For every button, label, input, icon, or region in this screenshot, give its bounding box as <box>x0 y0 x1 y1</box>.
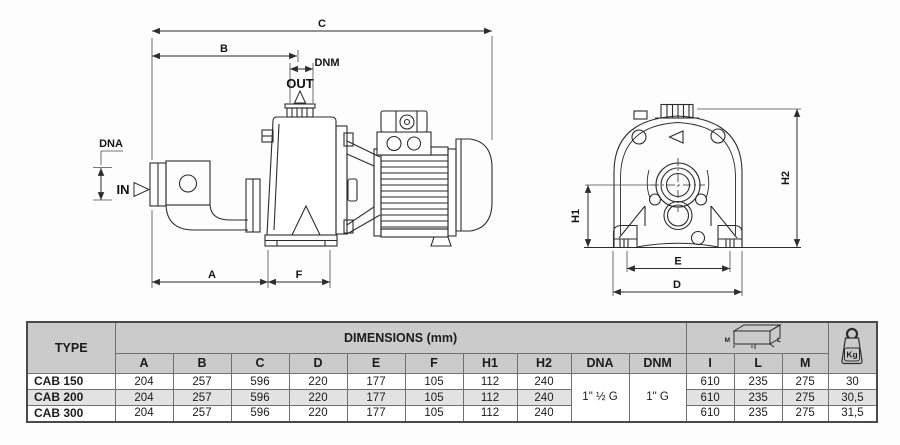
cell-cab150-e: 177 <box>347 374 405 390</box>
cell-cab150-h1: 112 <box>463 374 517 390</box>
cell-cab300-h1: 112 <box>463 406 517 422</box>
cell-cab200-m: 275 <box>782 390 828 406</box>
out-label: OUT <box>286 76 314 91</box>
in-flow-arrow-icon <box>134 183 149 197</box>
box-label-l: L <box>777 337 782 344</box>
cell-cab150-f: 105 <box>405 374 463 390</box>
col-header-a: A <box>115 354 173 374</box>
dim-label-f: F <box>295 269 303 281</box>
pump-side-view <box>150 104 492 246</box>
dim-label-e: E <box>674 255 682 268</box>
cell-dnm-value: 1" G <box>629 374 686 422</box>
dim-label-dnm: DNM <box>314 57 340 69</box>
dim-label-a: A <box>208 269 216 281</box>
in-label: IN <box>116 182 130 197</box>
cell-cab200-kg: 30,5 <box>828 390 877 406</box>
cell-cab300-i: 610 <box>686 406 734 422</box>
cell-cab150-m: 275 <box>782 374 828 390</box>
row-type-cab200: CAB 200 <box>27 390 115 406</box>
cell-cab300-d: 220 <box>289 406 347 422</box>
col-header-c: C <box>231 354 289 374</box>
col-header-b: B <box>173 354 231 374</box>
cell-cab150-l: 235 <box>734 374 782 390</box>
cell-cab200-h1: 112 <box>463 390 517 406</box>
pump-front-view <box>584 105 801 248</box>
cell-cab150-h2: 240 <box>517 374 571 390</box>
front-view-dimensions <box>585 109 801 296</box>
col-header-h2: H2 <box>517 354 571 374</box>
cell-dna-value: 1" ½ G <box>571 374 629 422</box>
cell-cab200-f: 105 <box>405 390 463 406</box>
dim-label-h2: H2 <box>780 170 792 186</box>
cell-cab150-c: 596 <box>231 374 289 390</box>
col-header-h1: H1 <box>463 354 517 374</box>
motor-fins <box>381 161 448 227</box>
dim-label-b: B <box>220 43 228 55</box>
kg-weight-icon <box>836 326 868 368</box>
cell-cab150-a: 204 <box>115 374 173 390</box>
cell-cab300-l: 235 <box>734 406 782 422</box>
cell-cab200-e: 177 <box>347 390 405 406</box>
dim-label-d: D <box>673 279 681 291</box>
col-header-m: M <box>782 354 828 374</box>
packaging-header <box>686 322 828 354</box>
kg-label: Kg <box>846 349 859 359</box>
col-header-d: D <box>289 354 347 374</box>
cell-cab200-c: 596 <box>231 390 289 406</box>
cell-cab200-b: 257 <box>173 390 231 406</box>
cell-cab300-b: 257 <box>173 406 231 422</box>
out-flow-arrow-icon <box>295 91 306 103</box>
cell-cab300-h2: 240 <box>517 406 571 422</box>
col-header-i: I <box>686 354 734 374</box>
dimensions-header: DIMENSIONS (mm) <box>115 322 686 354</box>
package-box-icon <box>718 323 796 350</box>
cell-cab200-d: 220 <box>289 390 347 406</box>
row-type-cab300: CAB 300 <box>27 406 115 422</box>
cell-cab200-h2: 240 <box>517 390 571 406</box>
box-label-m: M <box>724 337 731 344</box>
cell-cab300-f: 105 <box>405 406 463 422</box>
dim-label-dna: DNA <box>99 138 123 150</box>
type-column-header: TYPE <box>27 322 115 374</box>
front-view-dimension-lines <box>588 109 797 292</box>
cell-cab150-i: 610 <box>686 374 734 390</box>
cell-cab300-m: 275 <box>782 406 828 422</box>
col-header-l: L <box>734 354 782 374</box>
dimensions-table <box>26 321 878 423</box>
rotation-arrow-icon <box>670 131 684 143</box>
cell-cab200-a: 204 <box>115 390 173 406</box>
cell-cab150-kg: 30 <box>828 374 877 390</box>
cell-cab200-i: 610 <box>686 390 734 406</box>
cell-cab150-d: 220 <box>289 374 347 390</box>
col-header-e: E <box>347 354 405 374</box>
weight-header <box>828 322 877 374</box>
box-label-i: I <box>754 344 757 350</box>
row-type-cab150: CAB 150 <box>27 374 115 390</box>
cell-cab300-a: 204 <box>115 406 173 422</box>
col-header-dna: DNA <box>571 354 629 374</box>
cell-cab300-kg: 31,5 <box>828 406 877 422</box>
dim-label-c: C <box>318 18 326 30</box>
cell-cab300-c: 596 <box>231 406 289 422</box>
cell-cab150-b: 257 <box>173 374 231 390</box>
cell-cab300-e: 177 <box>347 406 405 422</box>
inlet-plug <box>180 175 197 192</box>
dim-label-h1: H1 <box>570 208 582 224</box>
cell-cab200-l: 235 <box>734 390 782 406</box>
col-header-f: F <box>405 354 463 374</box>
col-header-dnm: DNM <box>629 354 686 374</box>
